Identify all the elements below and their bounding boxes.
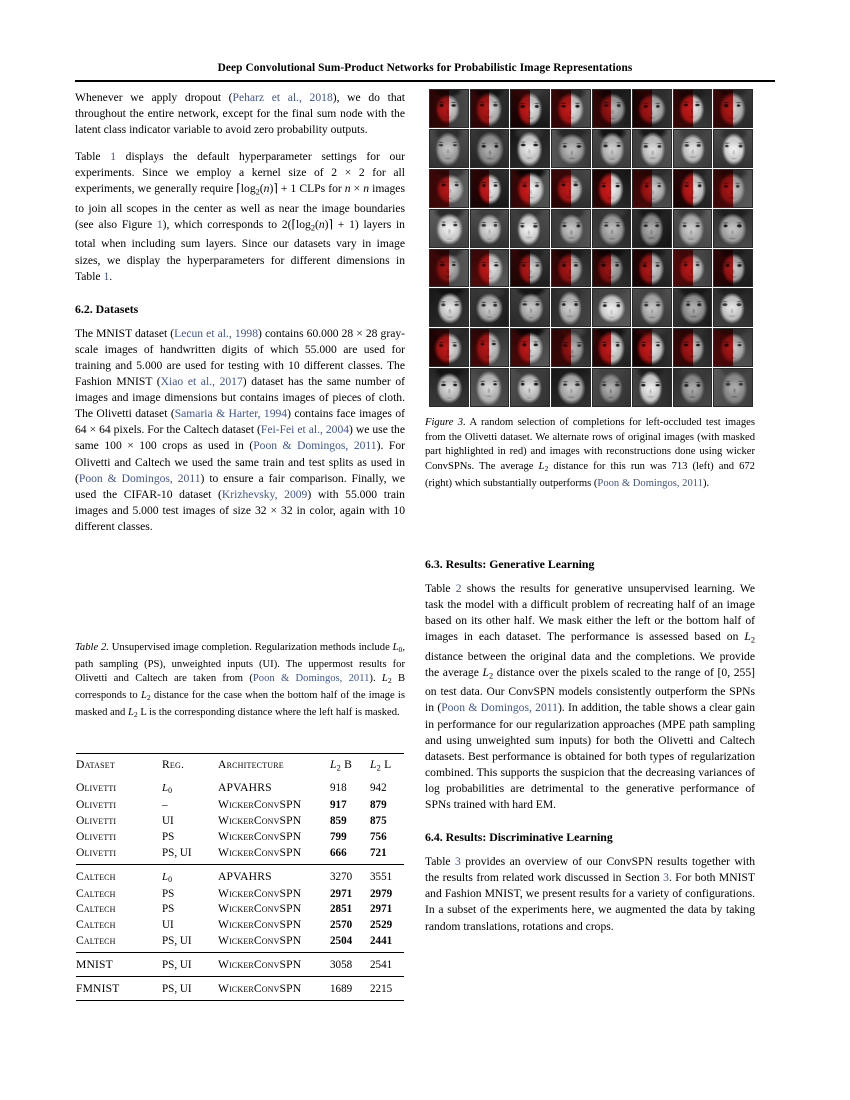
face-thumbnail — [633, 369, 671, 406]
red-occlusion-mask — [674, 250, 693, 287]
cell-architecture: WickerConvSPN — [218, 886, 302, 900]
table-2-label: Table 2. — [75, 642, 109, 653]
red-occlusion-mask — [714, 170, 733, 207]
cell-l2l: 879 — [370, 799, 387, 812]
cell-reg: UI — [162, 919, 174, 932]
face-tile-masked — [429, 249, 469, 288]
citation-xiao-2017[interactable]: Xiao et al., 2017 — [160, 375, 243, 389]
face-tile-reconstruction — [551, 288, 591, 327]
cell-reg: – — [162, 799, 168, 812]
citation-poon-domingos-2011-b[interactable]: Poon & Domingos, 2011 — [78, 471, 201, 485]
face-tile-masked — [592, 169, 632, 208]
face-tile-masked — [713, 169, 753, 208]
face-tile-reconstruction — [713, 368, 753, 407]
cell-dataset: Caltech — [76, 886, 116, 900]
cell-reg: UI — [162, 815, 174, 828]
face-tile-masked — [510, 89, 550, 128]
red-occlusion-mask — [471, 170, 490, 207]
face-tile-masked — [510, 249, 550, 288]
face-thumbnail — [593, 210, 631, 247]
table-row — [76, 933, 404, 953]
running-head: Deep Convolutional Sum-Product Networks for Probabilistic Image Representations — [217, 62, 633, 74]
citation-lecun-1998[interactable]: Lecun et al., 1998 — [174, 326, 259, 340]
face-thumbnail — [714, 210, 752, 247]
face-tile-reconstruction — [470, 129, 510, 168]
cell-dataset: FMNIST — [76, 976, 162, 1000]
figure-3-label: Figure 3. — [425, 417, 466, 428]
red-occlusion-mask — [633, 329, 652, 366]
face-tile-reconstruction — [632, 209, 672, 248]
citation-krizhevsky-2009[interactable]: Krizhevsky, 2009 — [221, 487, 308, 501]
red-occlusion-mask — [593, 250, 612, 287]
red-occlusion-mask — [552, 170, 571, 207]
face-thumbnail — [430, 130, 468, 167]
cell-reg: PS, UI — [162, 934, 192, 947]
face-tile-masked — [510, 328, 550, 367]
face-tile-reconstruction — [632, 129, 672, 168]
citation-poon-domingos-2011-d[interactable]: Poon & Domingos, 2011 — [597, 477, 703, 489]
face-tile-reconstruction — [592, 368, 632, 407]
face-thumbnail — [471, 289, 509, 326]
cell-dataset: Olivetti — [76, 814, 117, 828]
cell-l2b: 2504 — [330, 934, 353, 947]
results-table-head — [76, 754, 404, 777]
face-tile-reconstruction — [713, 288, 753, 327]
face-thumbnail — [511, 130, 549, 167]
cell-architecture: WickerConvSPN — [218, 918, 302, 932]
face-tile-masked — [592, 328, 632, 367]
cell-l2l: 3551 — [370, 864, 404, 885]
face-thumbnail — [430, 289, 468, 326]
face-tile-reconstruction — [551, 209, 591, 248]
face-tile-masked — [551, 89, 591, 128]
cell-reg: PS — [162, 903, 175, 916]
section-heading-6-2: 6.2. Datasets — [75, 301, 139, 316]
face-tile-reconstruction — [632, 288, 672, 327]
table-header-row — [76, 754, 404, 777]
face-thumbnail — [471, 130, 509, 167]
face-tile-reconstruction — [673, 129, 713, 168]
face-thumbnail — [552, 369, 590, 406]
red-occlusion-mask — [430, 329, 449, 366]
face-tile-reconstruction — [592, 288, 632, 327]
cell-l2l: 2979 — [370, 887, 393, 900]
face-thumbnail — [714, 289, 752, 326]
face-tile-reconstruction — [510, 288, 550, 327]
red-occlusion-mask — [593, 170, 612, 207]
results-table-wrapper — [76, 753, 404, 1001]
col-header-l2b: $L_2$ B — [330, 754, 370, 777]
cell-l2l: 2541 — [370, 952, 404, 976]
col-header-dataset: Dataset — [76, 754, 162, 777]
face-tile-masked — [632, 169, 672, 208]
face-tile-reconstruction — [673, 288, 713, 327]
cell-l2b: 917 — [330, 799, 347, 812]
red-occlusion-mask — [674, 170, 693, 207]
olivetti-face-grid — [429, 89, 753, 407]
face-tile-masked — [592, 249, 632, 288]
cell-reg: $L_0$ — [162, 864, 218, 885]
cell-dataset: Olivetti — [76, 845, 117, 859]
red-occlusion-mask — [674, 329, 693, 366]
face-tile-reconstruction — [632, 368, 672, 407]
face-tile-reconstruction — [510, 368, 550, 407]
cell-dataset: Caltech — [76, 933, 116, 947]
figure-3-caption — [425, 416, 755, 491]
face-thumbnail — [674, 130, 712, 167]
face-tile-reconstruction — [713, 209, 753, 248]
cell-l2b: 1689 — [330, 976, 370, 1000]
cell-dataset: Olivetti — [76, 829, 117, 843]
red-occlusion-mask — [714, 90, 733, 127]
col-header-l2l: $L_2$ L — [370, 754, 404, 777]
table-row — [76, 917, 404, 933]
citation-poon-domingos-2011-a[interactable]: Poon & Domingos, 2011 — [253, 439, 377, 453]
face-tile-masked — [429, 169, 469, 208]
face-tile-masked — [470, 169, 510, 208]
cell-reg: PS — [162, 887, 175, 900]
face-tile-reconstruction — [592, 209, 632, 248]
cell-l2b: 2851 — [330, 903, 353, 916]
cell-l2b: 859 — [330, 815, 347, 828]
cell-l2l: 721 — [370, 846, 387, 859]
face-tile-masked — [429, 328, 469, 367]
table-row — [76, 797, 404, 813]
col-header-architecture: Architecture — [218, 754, 330, 777]
ref-table-2[interactable]: 2 — [455, 582, 462, 596]
face-thumbnail — [552, 289, 590, 326]
cell-architecture: WickerConvSPN — [218, 952, 330, 976]
cell-architecture: WickerConvSPN — [218, 902, 302, 916]
red-occlusion-mask — [471, 90, 490, 127]
face-thumbnail — [714, 369, 752, 406]
face-tile-masked — [470, 249, 510, 288]
right-column — [425, 556, 755, 946]
cell-l2b: 3058 — [330, 952, 370, 976]
face-thumbnail — [633, 210, 671, 247]
table-row — [76, 813, 404, 829]
citation-poon-domingos-2011-e[interactable]: Poon & Domingos, 2011 — [441, 701, 558, 715]
cell-dataset: Caltech — [76, 918, 116, 932]
cell-reg: PS, UI — [162, 976, 218, 1000]
red-occlusion-mask — [471, 329, 490, 366]
results-table-body — [76, 776, 404, 1000]
cell-architecture: WickerConvSPN — [218, 829, 302, 843]
face-tile-masked — [673, 169, 713, 208]
red-occlusion-mask — [552, 90, 571, 127]
face-tile-masked — [429, 89, 469, 128]
cell-l2b: 918 — [330, 782, 347, 795]
face-tile-masked — [470, 89, 510, 128]
face-thumbnail — [511, 289, 549, 326]
face-thumbnail — [552, 130, 590, 167]
red-occlusion-mask — [511, 329, 530, 366]
face-tile-reconstruction — [510, 209, 550, 248]
table-row — [76, 976, 404, 1000]
col-header-reg: Reg. — [162, 754, 218, 777]
cell-l2l: 942 — [370, 782, 387, 795]
cell-l2l: 756 — [370, 830, 387, 843]
figure-3-image — [429, 89, 753, 407]
table-row — [76, 885, 404, 901]
face-tile-reconstruction — [592, 129, 632, 168]
face-tile-masked — [632, 249, 672, 288]
red-occlusion-mask — [714, 329, 733, 366]
cell-l2l: 2529 — [370, 919, 393, 932]
ref-table-1b[interactable]: 1 — [103, 269, 110, 283]
running-head-rule — [75, 80, 775, 82]
paragraph-dropout: Whenever we apply dropout (Peharz et al., 2018), we do that throughout the entire network, except for the final sum node with the latent class indicator variable to avoid zero probability outputs. — [75, 91, 405, 137]
red-occlusion-mask — [511, 250, 530, 287]
face-tile-masked — [713, 249, 753, 288]
face-tile-masked — [551, 249, 591, 288]
citation-peharz-2018[interactable]: Peharz et al., 2018 — [232, 91, 333, 104]
paragraph-discriminative-results: Table 3 provides an overview of our ConvSPN results together with the results from related work discussed in Section 3. For both MNIST and Fashion MNIST, we present results for a variety of configurations. In a subset of the experiments here, we augmented the data by taking random translations, rotations and crops. — [425, 855, 756, 933]
face-thumbnail — [674, 289, 712, 326]
cell-l2b: 2570 — [330, 919, 353, 932]
face-thumbnail — [633, 130, 671, 167]
citation-samaria-harter-1994[interactable]: Samaria & Harter, 1994 — [174, 407, 288, 421]
face-thumbnail — [471, 369, 509, 406]
cell-architecture: APVAHRS — [218, 781, 272, 795]
citation-poon-domingos-2011-c[interactable]: Poon & Domingos, 2011 — [252, 673, 370, 685]
face-thumbnail — [511, 369, 549, 406]
table-row — [76, 952, 404, 976]
face-tile-reconstruction — [551, 129, 591, 168]
face-tile-masked — [713, 328, 753, 367]
red-occlusion-mask — [552, 329, 571, 366]
face-tile-reconstruction — [713, 129, 753, 168]
face-tile-reconstruction — [551, 368, 591, 407]
cell-l2l: 2971 — [370, 903, 393, 916]
red-occlusion-mask — [633, 250, 652, 287]
cell-l2b: 666 — [330, 846, 347, 859]
red-occlusion-mask — [633, 170, 652, 207]
cell-reg: $L_0$ — [162, 782, 172, 796]
face-tile-reconstruction — [673, 368, 713, 407]
cell-reg: PS, UI — [162, 952, 218, 976]
table-row — [76, 828, 404, 844]
cell-l2l: 875 — [370, 815, 387, 828]
red-occlusion-mask — [430, 90, 449, 127]
citation-fei-fei-2004[interactable]: Fei-Fei et al., 2004 — [260, 423, 350, 437]
table-2-caption — [75, 641, 405, 722]
cell-reg: PS — [162, 830, 175, 843]
section-heading-6-3: 6.3. Results: Generative Learning — [425, 557, 595, 571]
face-thumbnail — [633, 289, 671, 326]
face-thumbnail — [714, 130, 752, 167]
face-thumbnail — [430, 369, 468, 406]
cell-l2b: 3270 — [330, 864, 370, 885]
face-tile-masked — [510, 169, 550, 208]
cell-architecture: WickerConvSPN — [218, 845, 302, 859]
face-thumbnail — [593, 289, 631, 326]
face-tile-masked — [713, 89, 753, 128]
face-tile-reconstruction — [470, 288, 510, 327]
figure-3-caption-text: A random selection of completions for left-occluded test images from the Olivetti dataset. We alternate rows of original images (with masked part highlighted in red) and images with reconstructions done using wicker ConvSPNs. The average $L_2$ distance for this run was 713 (left) and 672 (right) which substantially outperforms (Poon & Domingos, 2011). — [425, 417, 755, 489]
face-tile-masked — [551, 169, 591, 208]
table-row — [76, 901, 404, 917]
cell-architecture: WickerConvSPN — [218, 798, 302, 812]
cell-l2b: 799 — [330, 830, 347, 843]
face-tile-reconstruction — [510, 129, 550, 168]
table-2-caption-text: Unsupervised image completion. Regularization methods include $L_0$, path sampling (PS), unweighted inputs (UI). The uppermost results for Olivetti and Caltech are taken from (Poon & Domingos, 2011). $L_2$ B corresponds to $L_2$ distance for the case when the bottom half of the image is masked and $L_2$ L is the corresponding distance where the left half is masked. — [75, 642, 406, 719]
face-tile-masked — [673, 89, 713, 128]
face-tile-reconstruction — [429, 209, 469, 248]
table-row — [76, 864, 404, 885]
cell-dataset: MNIST — [76, 952, 162, 976]
red-occlusion-mask — [552, 250, 571, 287]
cell-dataset: Olivetti — [76, 781, 117, 795]
red-occlusion-mask — [511, 90, 530, 127]
table-row — [76, 776, 404, 797]
cell-l2l: 2215 — [370, 976, 404, 1000]
face-tile-reconstruction — [429, 129, 469, 168]
face-thumbnail — [593, 369, 631, 406]
face-tile-masked — [673, 328, 713, 367]
left-column — [75, 90, 405, 546]
ref-table-3[interactable]: 3 — [455, 855, 461, 869]
red-occlusion-mask — [511, 170, 530, 207]
face-tile-masked — [673, 249, 713, 288]
red-occlusion-mask — [593, 329, 612, 366]
face-thumbnail — [511, 210, 549, 247]
red-occlusion-mask — [714, 250, 733, 287]
face-thumbnail — [552, 210, 590, 247]
ref-section-3[interactable]: 3 — [663, 871, 669, 885]
table-row — [76, 844, 404, 864]
red-occlusion-mask — [471, 250, 490, 287]
cell-dataset: Caltech — [76, 864, 162, 885]
cell-dataset: Caltech — [76, 902, 116, 916]
face-tile-reconstruction — [470, 368, 510, 407]
face-tile-reconstruction — [673, 209, 713, 248]
face-tile-masked — [632, 89, 672, 128]
paragraph-generative-results: Table 2 shows the results for generative unsupervised learning. We task the model with a difficult problem of recreating half of an image based on its other half. We mask either the left or the bottom half of images in each dataset. The performance is assessed based on $L_2$ distance between the original data and the completions. We provide the average $L_2$ distance over the pixels scaled to the range of [0, 255] on test data. Our ConvSPN models consistently outperform the SPNs in (Poon & Domingos, 2011). In addition, the table shows a clear gain in performance for our regularization approaches (MPE path sampling and using unweighted sum inputs) for both the Olivetti and Caltech datasets. Best performance is obtained for both types of regularization combined. This supports the suspicion that the decreasing variances of log probabilities are detrimental to the generative performance of SPNs trained with hard EM. — [425, 582, 756, 811]
face-tile-reconstruction — [429, 288, 469, 327]
red-occlusion-mask — [674, 90, 693, 127]
face-tile-masked — [592, 89, 632, 128]
paragraph-datasets: The MNIST dataset (Lecun et al., 1998) contains 60.000 28 × 28 gray-scale images of handwritten digits of which 55.000 are used for training and 5.000 are used for testing with 10 different classes. The Fashion MNIST (Xiao et al., 2017) dataset has the same number of images and image dimensions but contains images of pieces of cloth. The Olivetti dataset (Samaria & Harter, 1994) contains face images of 64 × 64 pixels. For the Caltech dataset (Fei-Fei et al., 2004) we use the same 100 × 100 crops as used in (Poon & Domingos, 2011). For Olivetti and Caltech we used the same train and test splits as used in (Poon & Domingos, 2011) to ensure a fair comparison. Finally, we used the CIFAR-10 dataset (Krizhevsky, 2009) with 55.000 train images and 5.000 test images of size 32 × 32 in color, again with 10 different classes. — [75, 326, 405, 533]
face-tile-masked — [632, 328, 672, 367]
face-thumbnail — [593, 130, 631, 167]
face-tile-reconstruction — [470, 209, 510, 248]
face-tile-masked — [470, 328, 510, 367]
cell-architecture: WickerConvSPN — [218, 814, 302, 828]
cell-architecture: APVAHRS — [218, 864, 330, 885]
paragraph-hyperparameters: Table 1 displays the default hyperparameter settings for our experiments. Since we employ a kernel size of 2 × 2 for all experiments, we generally require $⌈\log_2(n)⌉ + 1$ CLPs for n × n images to join all scopes in the center as well as near the image boundaries (see also Figure 1), which corresponds to $2(⌈\log_2(n)⌉ + 1)$ layers in total when including sum layers. Since our datasets vary in image sizes, we display the hyperparameters for different dimensions in Table 1. — [75, 150, 405, 283]
face-thumbnail — [471, 210, 509, 247]
cell-architecture: WickerConvSPN — [218, 976, 330, 1000]
section-heading-6-4: 6.4. Results: Discriminative Learning — [425, 830, 613, 845]
cell-architecture: WickerConvSPN — [218, 933, 302, 947]
red-occlusion-mask — [430, 170, 449, 207]
face-thumbnail — [430, 210, 468, 247]
results-table — [76, 753, 404, 1001]
red-occlusion-mask — [430, 250, 449, 287]
face-tile-reconstruction — [429, 368, 469, 407]
cell-reg: PS, UI — [162, 846, 192, 859]
cell-l2l: 2441 — [370, 934, 393, 947]
cell-dataset: Olivetti — [76, 798, 117, 812]
red-occlusion-mask — [593, 90, 612, 127]
ref-figure-1[interactable]: 1 — [156, 217, 163, 231]
face-tile-masked — [551, 328, 591, 367]
ref-table-1[interactable]: 1 — [110, 150, 117, 164]
cell-l2b: 2971 — [330, 887, 353, 900]
face-thumbnail — [674, 210, 712, 247]
face-thumbnail — [674, 369, 712, 406]
red-occlusion-mask — [633, 90, 652, 127]
